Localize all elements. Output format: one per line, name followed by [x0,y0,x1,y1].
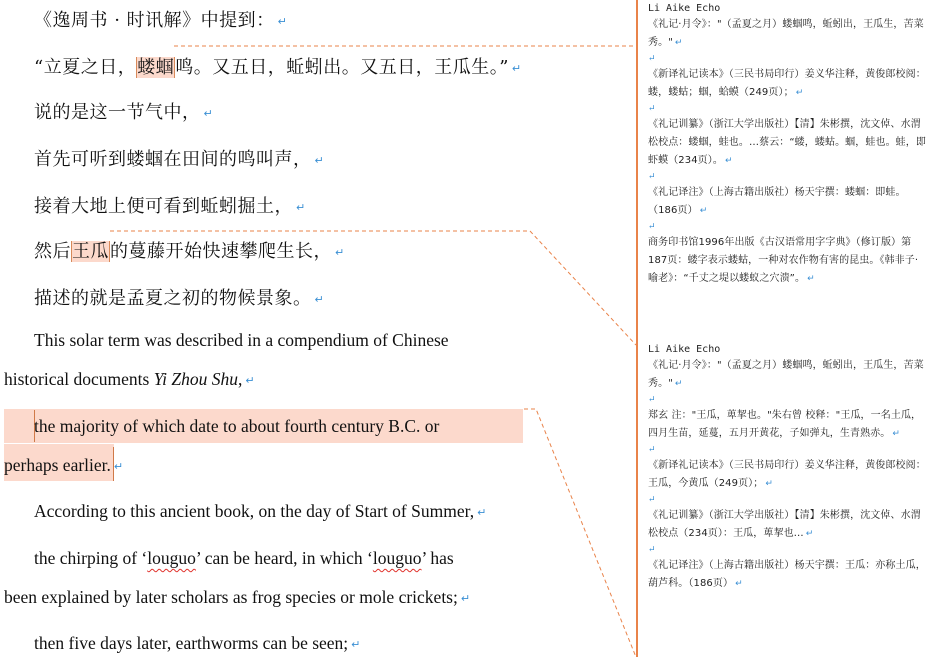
doc-text: “立夏之日， [34,57,137,78]
doc-text: According to this ancient book, on the day of Start of Summer, [34,501,475,521]
paragraph-mark-icon: ↵ [245,374,255,387]
doc-line-en-4[interactable] [4,455,123,476]
comment-anchor-wanggua[interactable]: 王瓜 [72,241,109,262]
paragraph-mark-icon: ↵ [648,222,656,232]
doc-line-en-3[interactable] [34,416,439,437]
comments-pane[interactable] [636,0,932,657]
paragraph-mark-icon: ↵ [648,445,656,455]
paragraph-mark-icon: ↵ [648,395,656,405]
paragraph-mark-icon: ↵ [648,545,656,555]
doc-text: . [106,455,111,475]
paragraph-mark-icon: ↵ [648,495,656,505]
spelling-error-louguo[interactable]: louguo [147,548,196,568]
doc-text: , [237,369,243,389]
comment-paragraph: 《新译礼记读本》（三民书局印行）姜义华注释，黄俊郎校阅：王瓜，今黄瓜（249页）； ↵ [648,460,926,489]
doc-line-3[interactable] [34,98,213,124]
paragraph-mark-icon: ↵ [648,54,656,64]
paragraph-mark-icon: ↵ [314,293,325,306]
comment-paragraph: 《礼记译注》（上海古籍出版社）杨天宇撰：王瓜：亦称土瓜，葫芦科。（186页） ↵ [648,560,926,589]
doc-text: This solar term was described in a compendium of Chinese [34,330,449,350]
doc-line-en-7[interactable] [4,587,470,608]
doc-text: then five days later, earthworms can be seen; [34,633,349,653]
comment-paragraph: 《礼记·月令》："（孟夏之月）蝼蝈鸣，蚯蚓出，王瓜生，苦菜秀。" ↵ [648,19,924,48]
doc-line-2[interactable] [34,53,522,79]
paragraph-mark-icon: ↵ [460,592,471,605]
doc-text: perhaps earlier [4,455,107,475]
comment-paragraph: 商务印书馆1996年出版《古汉语常用字字典》（修订版）第187页：蝼字表示蝼蛄，一种对农作物有害的昆虫。《韩非子·喻老》：“千丈之堤以蝼蚁之穴溃”。 ↵ [648,237,919,284]
doc-line-en-2[interactable] [4,369,255,390]
doc-text: 的蔓藤开始快速攀爬生长， [110,241,332,262]
comment-paragraph: 《礼记译注》（上海古籍出版社）杨天宇撰：蝼蝈：即蛙。（186页） ↵ [648,187,906,216]
doc-text: 接着大地上便可看到蚯蚓掘土， [34,196,293,217]
comment-paragraph: 《礼记训纂》（浙江大学出版社）【清】朱彬撰，沈文倬、水渭松校点（234页）：王瓜，萆挈也… ↵ [648,510,921,539]
doc-text: 描述的就是孟夏之初的物候景象。 [34,288,312,309]
paragraph-mark-icon: ↵ [351,638,361,651]
comment-paragraph: 《新译礼记读本》（三民书局印行）姜义华注释，黄俊郎校阅：蝼，蝼蛄；蝈，蛤蟆（249页）； ↵ [648,69,926,98]
doc-text: 首先可听到蝼蝈在田间的鸣叫声， [34,149,312,170]
comment-balloon[interactable] [648,344,928,593]
doc-line-en-5[interactable] [34,501,486,522]
doc-text: 鸣。又五日，蚯蚓出。又五日，王瓜生。” [175,57,509,78]
comment-paragraph: 郑玄 注："王瓜，萆挈也。"朱右曾 校释："王瓜，一名土瓜，四月生苗，延蔓，五月开黄花，子如弹丸，生青熟赤。 ↵ [648,410,922,439]
doc-text: the chirping of ‘ [34,548,148,568]
spelling-error-louguo[interactable]: louguo [372,548,422,568]
doc-line-en-1[interactable] [34,330,449,351]
doc-line-6[interactable] [34,237,345,263]
paragraph-mark-icon: ↵ [648,172,656,182]
doc-line-7[interactable] [34,284,324,310]
paragraph-mark-icon: ↵ [477,506,487,519]
comment-anchor-louguo[interactable]: 蝼蝈 [137,57,175,78]
paragraph-mark-icon: ↵ [277,15,288,28]
paragraph-mark-icon: ↵ [511,62,522,75]
comment-paragraph: 《礼记·月令》："（孟夏之月）蝼蝈鸣，蚯蚓出，王瓜生，苦菜秀。" ↵ [648,360,924,389]
paragraph-mark-icon: ↵ [113,460,124,473]
comment-balloon[interactable] [648,3,928,288]
comment-paragraph: 《礼记训纂》（浙江大学出版社）【清】朱彬撰，沈文倬、水渭松校点：蝼蝈，蛙也。…蔡云：“蝼，蝼蛄。蝈，蛙也。蛙，即虾蟆（234页）。 ↵ [648,119,926,166]
comment-author: Li Aike Echo [648,344,721,355]
doc-line-en-6[interactable] [34,548,454,569]
doc-text: the majority of which date to about fourth century B.C. or [34,416,440,436]
doc-text: been explained by later scholars as frog species or mole crickets; [4,587,458,607]
doc-text: 《逸周书 · 时讯解》中提到： [34,10,275,31]
comment-author: Li Aike Echo [648,3,721,14]
book-title: Yi Zhou Shu [153,369,238,389]
doc-text: 说的是这一节气中， [34,102,201,123]
doc-line-1[interactable] [34,6,287,32]
doc-line-en-8[interactable] [34,633,360,654]
paragraph-mark-icon: ↵ [296,201,306,214]
paragraph-mark-icon: ↵ [648,104,656,114]
paragraph-mark-icon: ↵ [203,107,214,120]
doc-text: 然后 [34,241,71,262]
doc-text: ’ has [421,548,454,568]
doc-text: ’ can be heard, in which ‘ [195,548,373,568]
doc-line-5[interactable] [34,192,306,218]
doc-text: historical documents [4,369,150,389]
doc-line-4[interactable] [34,145,324,171]
paragraph-mark-icon: ↵ [314,154,325,167]
paragraph-mark-icon: ↵ [335,246,345,259]
